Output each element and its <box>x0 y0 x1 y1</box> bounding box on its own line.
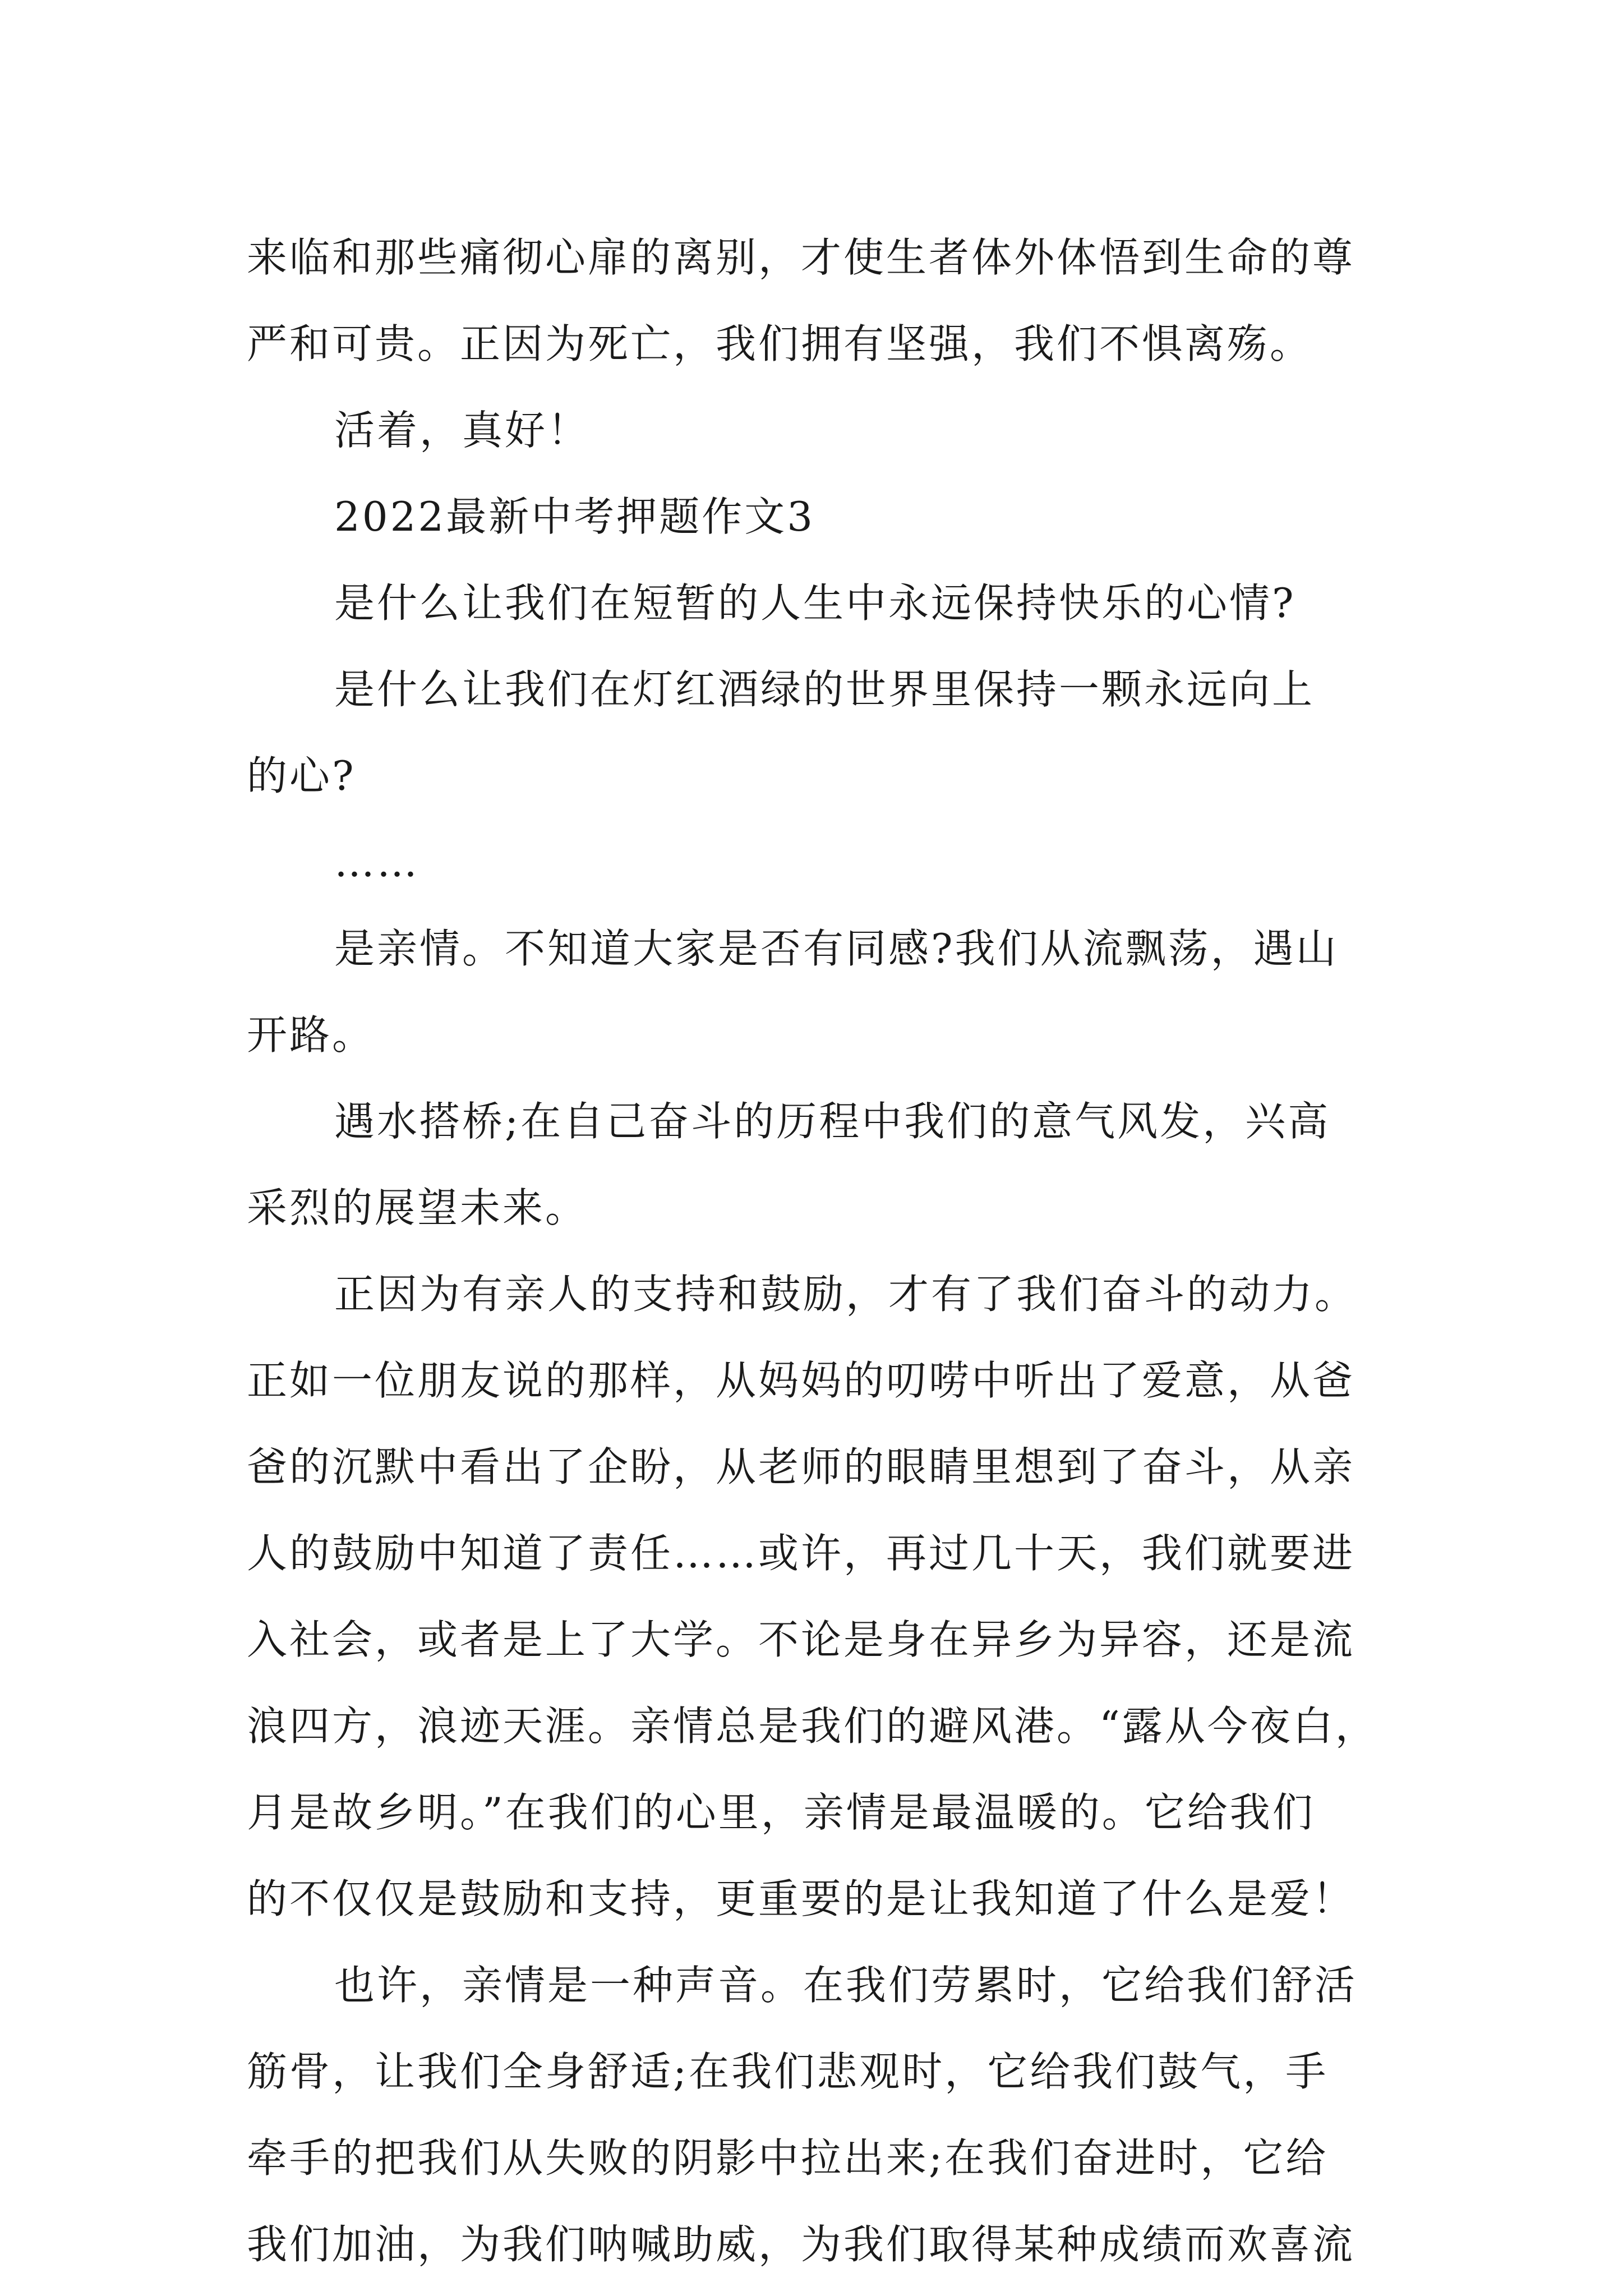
text-line: 入社会，或者是上了大学。不论是身在异乡为异容，还是流 <box>247 1616 1355 1663</box>
text-line: 是什么让我们在短暂的人生中永远保持快乐的心情? <box>334 579 1296 627</box>
text-line: 的不仅仅是鼓励和支持，更重要的是让我知道了什么是爱！ <box>247 1875 1355 1922</box>
text-line: 是什么让我们在灯红酒绿的世界里保持一颗永远向上 <box>334 666 1315 713</box>
text-line: 来临和那些痛彻心扉的离别，才使生者体外体悟到生命的尊 <box>247 234 1355 281</box>
text-line: 的心? <box>247 752 356 799</box>
text-line: 开路。 <box>247 1011 375 1059</box>
text-line: 筋骨，让我们全身舒适;在我们悲观时，它给我们鼓气，手 <box>247 2048 1329 2095</box>
essay-heading: 2022最新中考押题作文3 <box>334 493 815 540</box>
text-line: 浪四方，浪迹天涯。亲情总是我们的避风港。“露从今夜白， <box>247 1703 1378 1750</box>
text-line: …… <box>334 839 419 886</box>
text-line: 月是故乡明。”在我们的心里，亲情是最温暖的。它给我们 <box>247 1789 1315 1836</box>
text-line: 遇水搭桥;在自己奋斗的历程中我们的意气风发，兴高 <box>334 1098 1331 1145</box>
text-line: 正如一位朋友说的那样，从妈妈的叨唠中听出了爱意，从爸 <box>247 1357 1355 1404</box>
text-line: 也许，亲情是一种声音。在我们劳累时，它给我们舒活 <box>334 1962 1358 2009</box>
text-line: 爸的沉默中看出了企盼，从老师的眼睛里想到了奋斗，从亲 <box>247 1443 1355 1490</box>
essay-body <box>247 214 1396 2288</box>
text-line: 牵手的把我们从失败的阴影中拉出来;在我们奋进时，它给 <box>247 2134 1329 2182</box>
text-line: 人的鼓励中知道了责任……或许，再过几十天，我们就要进 <box>247 1530 1355 1577</box>
text-line: 正因为有亲人的支持和鼓励，才有了我们奋斗的动力。 <box>334 1271 1358 1318</box>
text-line: 活着，真好！ <box>334 407 591 454</box>
text-line: 严和可贵。正因为死亡，我们拥有坚强，我们不惧离殇。 <box>247 320 1313 367</box>
text-line: 我们加油，为我们呐喊助威，为我们取得某种成绩而欢喜流 <box>247 2221 1355 2268</box>
text-line: 是亲情。不知道大家是否有同感?我们从流飘荡，遇山 <box>334 925 1339 972</box>
text-line: 采烈的展望未来。 <box>247 1184 588 1231</box>
